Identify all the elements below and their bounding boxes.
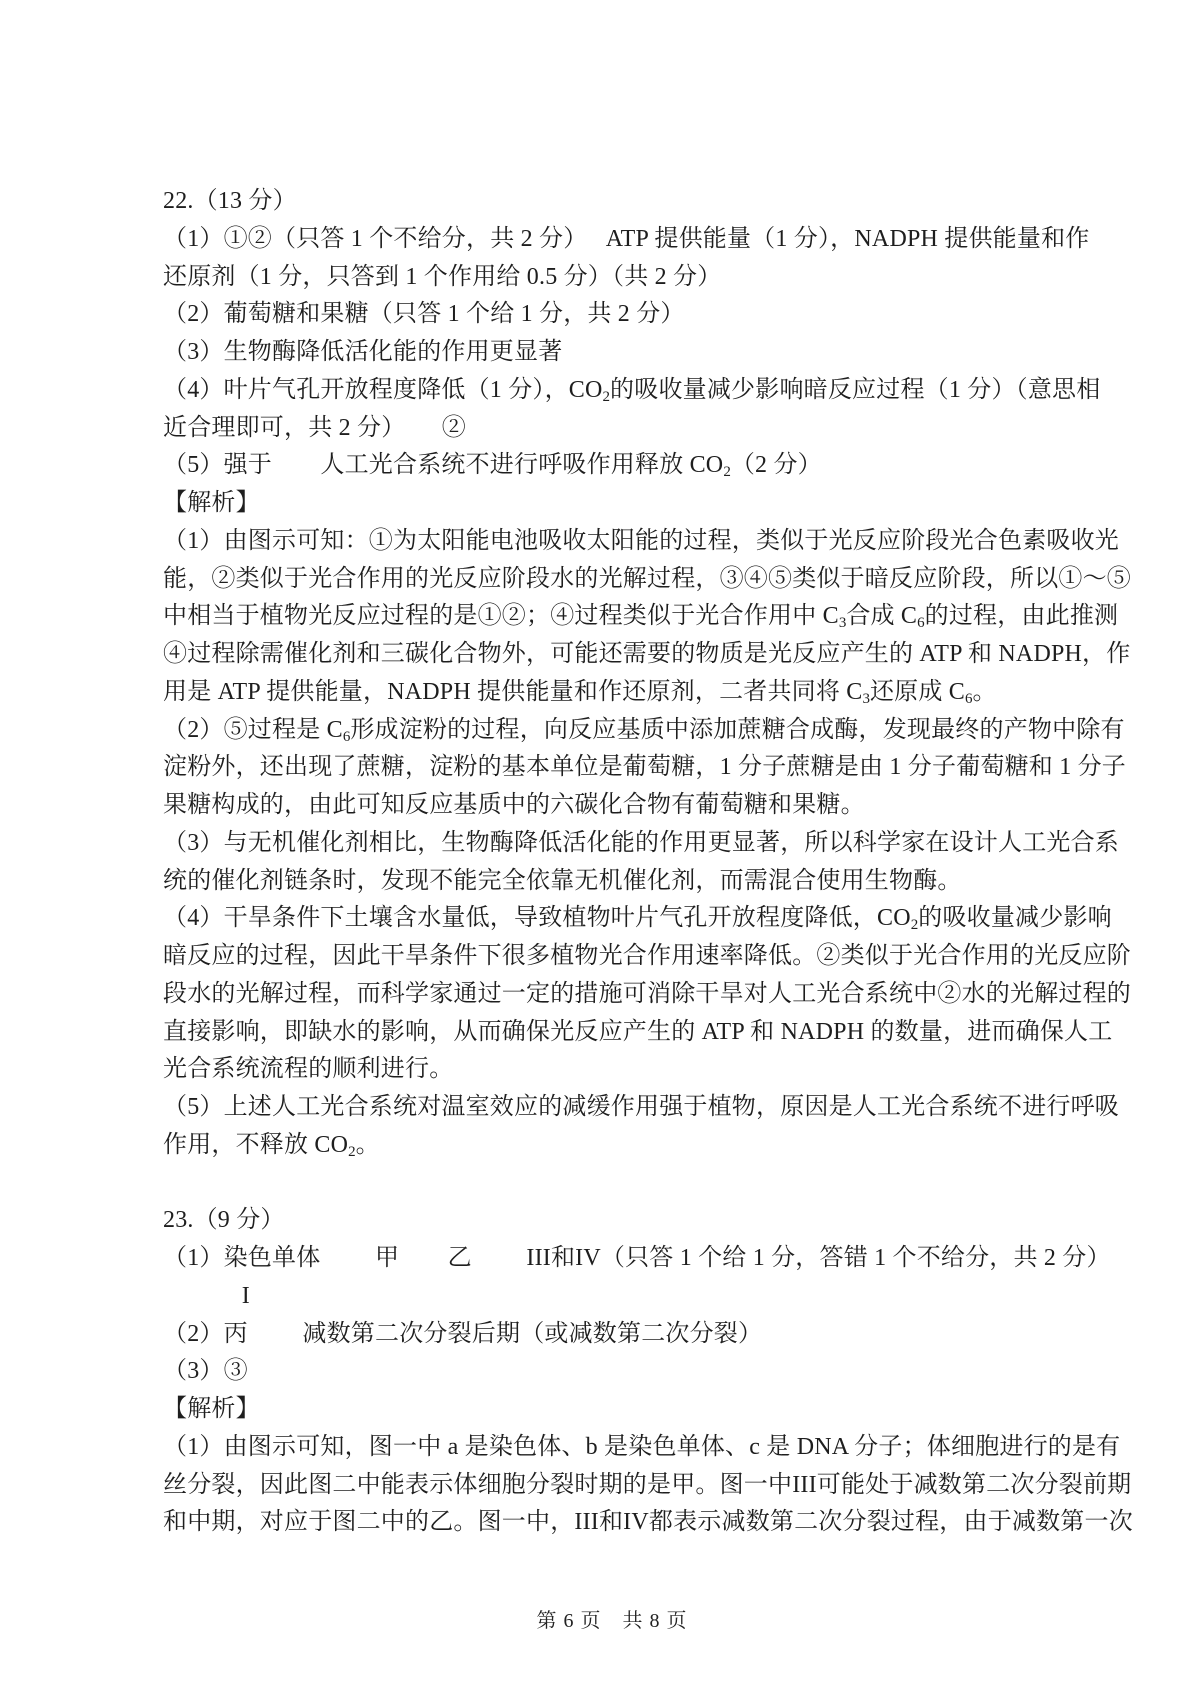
question-23-answer-line: （3）③ <box>163 1358 248 1385</box>
question-22-analysis-line: （2）⑤过程是 $C_6$形成淀粉的过程，向反应基质中添加蔗糖合成酶，发现最终的产物中除有 <box>163 716 1125 745</box>
question-22-answer-line: （3）生物酶降低活化能的作用更显著 <box>163 339 563 365</box>
page-number-text: 第 6 页 共 8 页 <box>536 1610 688 1632</box>
question-22-analysis-line: （1）由图示可知：①为太阳能电池吸收太阳能的过程，类似于光反应阶段光合色素吸收光 <box>163 527 1119 554</box>
question-22-answer-line: （2）葡萄糖和果糖（只答 1 个给 1 分，共 2 分） <box>163 301 685 328</box>
question-22-analysis-line: 果糖构成的，由此可知反应基质中的六碳化合物有葡萄糖和果糖。 <box>163 792 865 818</box>
question-22-analysis-line: 中相当于植物光反应过程的是①②；④过程类似于光合作用中 $C_3$合成 $C_6$的过程，由此推测 <box>163 603 1119 632</box>
question-22-analysis-line: （5）上述人工光合系统对温室效应的减缓作用强于植物，原因是人工光合系统不进行呼吸 <box>163 1094 1119 1120</box>
question-22-analysis-line: 用是 ATP 提供能量，NADPH 提供能量和作还原剂，二者共同将 $C_3$还原成 $C_6$。 <box>163 678 997 707</box>
question-22-analysis-line: 光合系统流程的顺利进行。 <box>163 1056 454 1083</box>
question-22-analysis-line: 直接影响，即缺水的影响，从而确保光反应产生的 ATP 和 NADPH 的数量，进而确保人工 <box>163 1018 1113 1045</box>
question-22-header: 22.（13 分） <box>163 188 297 214</box>
question-23-answer-line: I <box>163 1282 250 1309</box>
page-footer <box>0 1567 1200 1675</box>
question-23-analysis-label: 【解析】 <box>163 1396 260 1422</box>
question-22-analysis-line: 淀粉外，还出现了蔗糖，淀粉的基本单位是葡萄糖，1 分子蔗糖是由 1 分子葡萄糖和 1 分子 <box>163 754 1126 781</box>
question-23-answer-line: （2）丙 减数第二次分裂后期（或减数第二次分裂） <box>163 1320 763 1347</box>
question-22-analysis-line: ④过程除需催化剂和三碳化合物外，可能还需要的物质是光反应产生的 ATP 和 NADPH，作 <box>163 641 1131 667</box>
question-22-answer-line: 近合理即可，共 2 分） ② <box>163 414 466 441</box>
question-22-analysis-line: 段水的光解过程，而科学家通过一定的措施可消除干旱对人工光合系统中②水的光解过程的 <box>163 980 1131 1007</box>
question-22-analysis-line: 能，②类似于光合作用的光反应阶段水的光解过程，③④⑤类似于暗反应阶段，所以①～⑤ <box>163 565 1131 592</box>
question-22-answer-line: （4）叶片气孔开放程度降低（1 分），$CO_2$的吸收量减少影响暗反应过程（1 分）（意思相 <box>163 376 1101 405</box>
question-23-analysis-line: 丝分裂，因此图二中能表示体细胞分裂时期的是甲。图一中III可能处于减数第二次分裂前期 <box>163 1471 1132 1498</box>
answer-key-content <box>163 183 1133 1542</box>
question-22-analysis-line: （4）干旱条件下土壤含水量低，导致植物叶片气孔开放程度降低，$CO_2$的吸收量减少影响 <box>163 905 1112 934</box>
question-23-header: 23.（9 分） <box>163 1207 285 1234</box>
question-23-analysis-line: 和中期，对应于图二中的乙。图一中，III和IV都表示减数第二次分裂过程，由于减数第一次 <box>163 1509 1133 1536</box>
question-23-answer-line: （1）染色单体 甲 乙 III和IV（只答 1 个给 1 分，答错 1 个不给分，共 2 分） <box>163 1245 1111 1271</box>
question-22-analysis-line: 暗反应的过程，因此干旱条件下很多植物光合作用速率降低。②类似于光合作用的光反应阶 <box>163 943 1131 969</box>
question-22-answer-line: 还原剂（1 分，只答到 1 个作用给 0.5 分）（共 2 分） <box>163 263 722 290</box>
question-22-analysis-line: 作用，不释放 $CO_2$。 <box>163 1131 380 1160</box>
question-22-answer-line: （5）强于 人工光合系统不进行呼吸作用释放 $CO_2(2$ 分） <box>163 452 822 481</box>
question-22-answer-line: （1）①②（只答 1 个不给分，共 2 分） ATP 提供能量（1 分），NADPH 提供能量和作 <box>163 225 1090 252</box>
question-22-analysis-label: 【解析】 <box>163 490 260 516</box>
question-22-analysis-line: 统的催化剂链条时，发现不能完全依靠无机催化剂，而需混合使用生物酶。 <box>163 867 962 894</box>
question-22-analysis-line: （3）与无机催化剂相比，生物酶降低活化能的作用更显著，所以科学家在设计人工光合系 <box>163 829 1119 856</box>
question-23-analysis-line: （1）由图示可知，图一中 a 是染色体、b 是染色单体、c 是 DNA 分子；体细胞进行的是有 <box>163 1433 1121 1460</box>
question-22 <box>163 183 1131 1165</box>
question-23 <box>163 1202 1133 1542</box>
